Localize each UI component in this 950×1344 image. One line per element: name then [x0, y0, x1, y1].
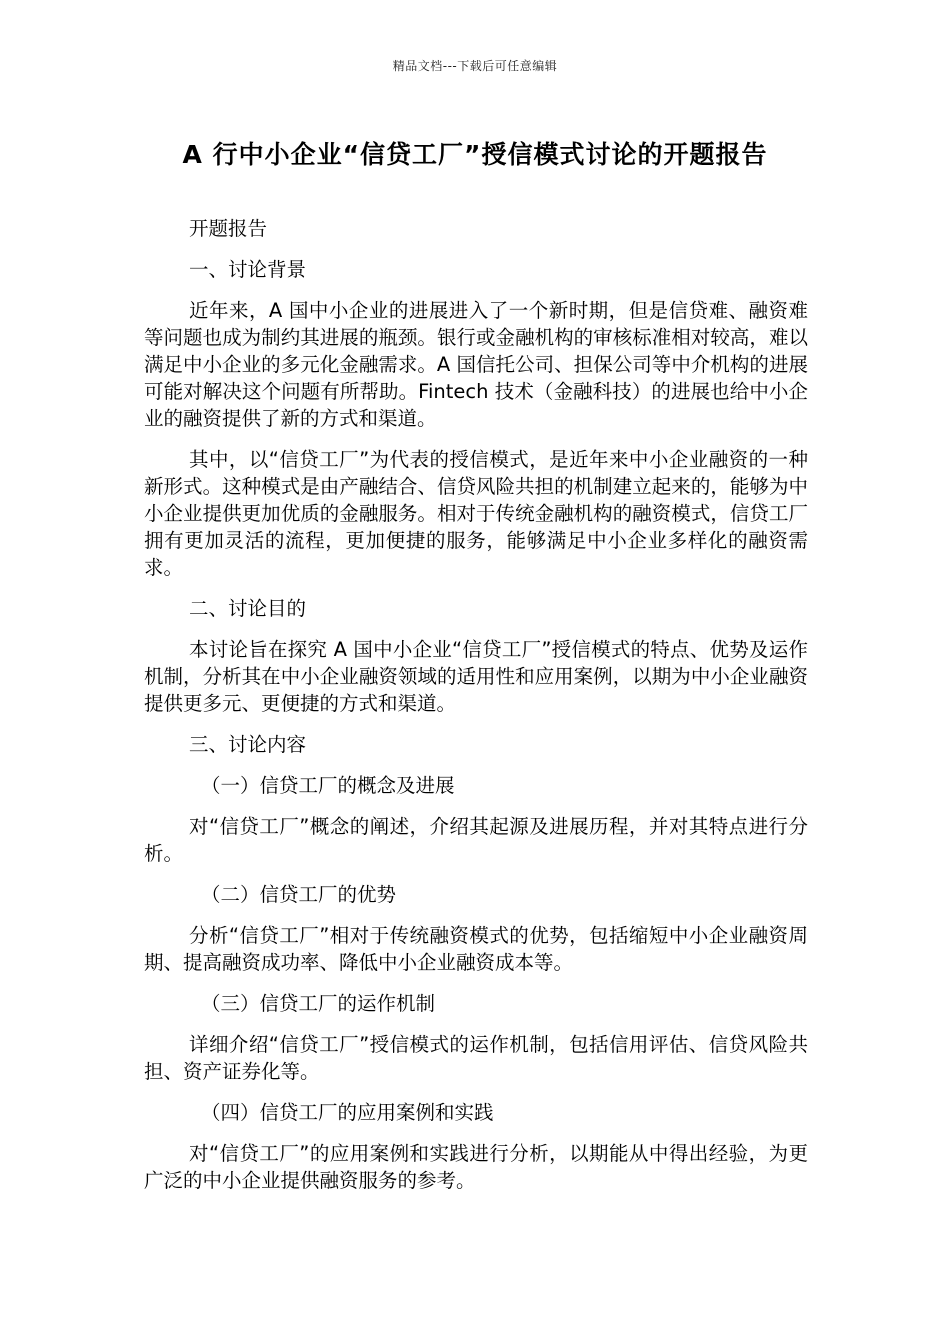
page-header-note: 精品文档---下载后可任意编辑: [392, 59, 558, 73]
paragraph-cases: 对“信贷工厂”的应用案例和实践进行分析，以期能从中得出经验，为更广泛的中小企业提供融资服务的参考。: [144, 1142, 808, 1192]
paragraph-background-1: 近年来，A 国中小企业的进展进入了一个新时期，但是信贷难、融资难等问题也成为制约其进展的瓶颈。银行或金融机构的审核标准相对较高，难以满足中小企业的多元化金融需求。A 国信托公司、担保公司等中介机构的进展可能对解决这个问题有所帮助。Fintech 技术（金融科技）的进展也给中小企业的融资提供了新的方式和渠道。: [144, 299, 808, 430]
paragraph-background-2: 其中，以“信贷工厂”为代表的授信模式，是近年来中小企业融资的一种新形式。这种模式是由产融结合、信贷风险共担的机制建立起来的，能够为中小企业提供更加优质的金融服务。相对于传统金融机构的融资模式，信贷工厂拥有更加灵活的流程，更加便捷的服务，能够满足中小企业多样化的融资需求。: [144, 448, 808, 579]
subsection-heading-concept: （一）信贷工厂的概念及进展: [201, 774, 455, 797]
section-heading-background: 一、讨论背景: [189, 258, 307, 281]
paragraph-mechanism: 详细介绍“信贷工厂”授信模式的运作机制，包括信用评估、信贷风险共担、资产证券化等。: [144, 1033, 808, 1083]
subsection-heading-mechanism: （三）信贷工厂的运作机制: [201, 992, 436, 1015]
section-heading-content: 三、讨论内容: [189, 733, 307, 756]
report-label: 开题报告: [189, 217, 268, 240]
paragraph-concept: 对“信贷工厂”概念的阐述，介绍其起源及进展历程，并对其特点进行分析。: [144, 815, 808, 865]
document-body: [144, 215, 808, 1208]
paragraph-advantages: 分析“信贷工厂”相对于传统融资模式的优势，包括缩短中小企业融资周期、提高融资成功率、降低中小企业融资成本等。: [144, 924, 808, 974]
section-heading-purpose: 二、讨论目的: [189, 597, 307, 620]
document-title: A 行中小企业“信贷工厂”授信模式讨论的开题报告: [182, 140, 768, 169]
subsection-heading-advantages: （二）信贷工厂的优势: [201, 883, 397, 906]
subsection-heading-cases: （四）信贷工厂的应用案例和实践: [201, 1101, 494, 1124]
paragraph-purpose: 本讨论旨在探究 A 国中小企业“信贷工厂”授信模式的特点、优势及运作机制，分析其在中小企业融资领域的适用性和应用案例，以期为中小企业融资提供更多元、更便捷的方式和渠道。: [144, 638, 808, 715]
